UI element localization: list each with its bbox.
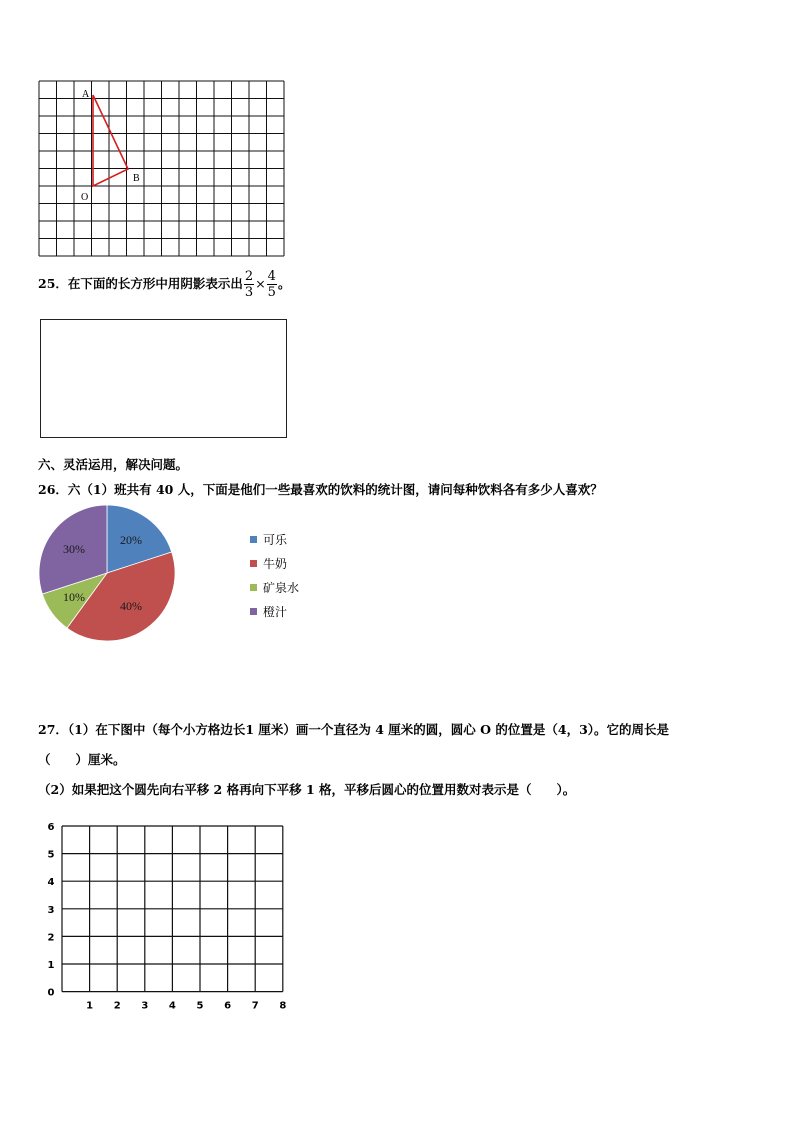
y-tick-label: 5 [47,849,55,861]
question-25 [38,270,290,299]
question-25-end: 。 [277,276,291,291]
section-6-title: 六、灵活运用，解决问题。 [38,457,189,472]
legend-label: 橙汁 [263,605,288,619]
question-26-text: 26．六（1）班共有 40 人，下面是他们一些最喜欢的饮料的统计图，请问每种饮料各有多少人喜欢？ [38,482,603,497]
pie-chart [35,503,185,648]
x-tick-label: 2 [113,1000,121,1012]
x-tick-label: 7 [251,1000,259,1012]
fraction-denominator: 5 [267,285,276,300]
fraction-4-5 [267,270,277,299]
legend-swatch [250,608,257,615]
pie-data-label: 10% [62,589,85,604]
point-a-label: A [82,89,90,100]
legend-label: 可乐 [263,533,288,547]
legend-entry [250,603,287,620]
grid-lines [62,826,283,992]
legend-swatch [250,536,257,543]
question-25-text: 25．在下面的长方形中用阴影表示出 [38,276,243,291]
x-tick-label: 8 [279,1000,287,1012]
y-tick-label: 3 [47,904,55,916]
legend-label: 矿泉水 [263,581,300,595]
shading-rectangle[interactable] [40,319,287,438]
question-27-line3: （2）如果把这个圆先向右平移 2 格再向下平移 1 格，平移后圆心的位置用数对表示是（ ）。 [38,782,576,797]
legend-swatch [250,584,257,591]
pie-slices [39,505,175,641]
question-27-line2: （ ）厘米。 [38,752,126,767]
legend-entry [250,555,287,572]
y-tick-label: 6 [47,822,55,833]
fraction-denominator: 3 [244,285,254,300]
axis-labels [48,822,287,1012]
legend-label: 牛奶 [263,557,288,571]
legend-entry [250,579,299,596]
triangle-aob [93,95,128,186]
point-b-label: B [133,173,140,184]
x-tick-label: 6 [224,1000,232,1012]
grid-lines [39,81,284,256]
legend-entry [250,531,287,548]
x-tick-label: 1 [86,1000,94,1012]
pie-data-label: 40% [119,599,142,614]
fraction-numerator: 4 [267,269,276,284]
times-sign: × [255,276,266,291]
fraction-numerator: 2 [244,269,254,284]
coordinate-grid-circle [40,815,305,1012]
x-tick-label: 5 [196,1000,204,1012]
pie-data-label: 30% [62,542,85,557]
pie-data-label: 20% [119,532,142,547]
question-27-line1: 27．（1）在下图中（每个小方格边长1 厘米）画一个直径为 4 厘米的圆，圆心 O 的位置是（4，3）。它的周长是 [38,722,670,737]
y-tick-label: 2 [47,932,55,944]
fraction-2-3 [244,270,254,299]
x-tick-label: 4 [168,1000,176,1012]
y-tick-label: 4 [47,877,55,889]
legend-swatch [250,560,257,567]
y-tick-label: 0 [47,987,55,999]
y-tick-label: 1 [47,960,55,971]
coordinate-grid-triangle [38,80,290,260]
x-tick-label: 3 [141,1000,149,1012]
point-o-label: O [81,192,89,203]
